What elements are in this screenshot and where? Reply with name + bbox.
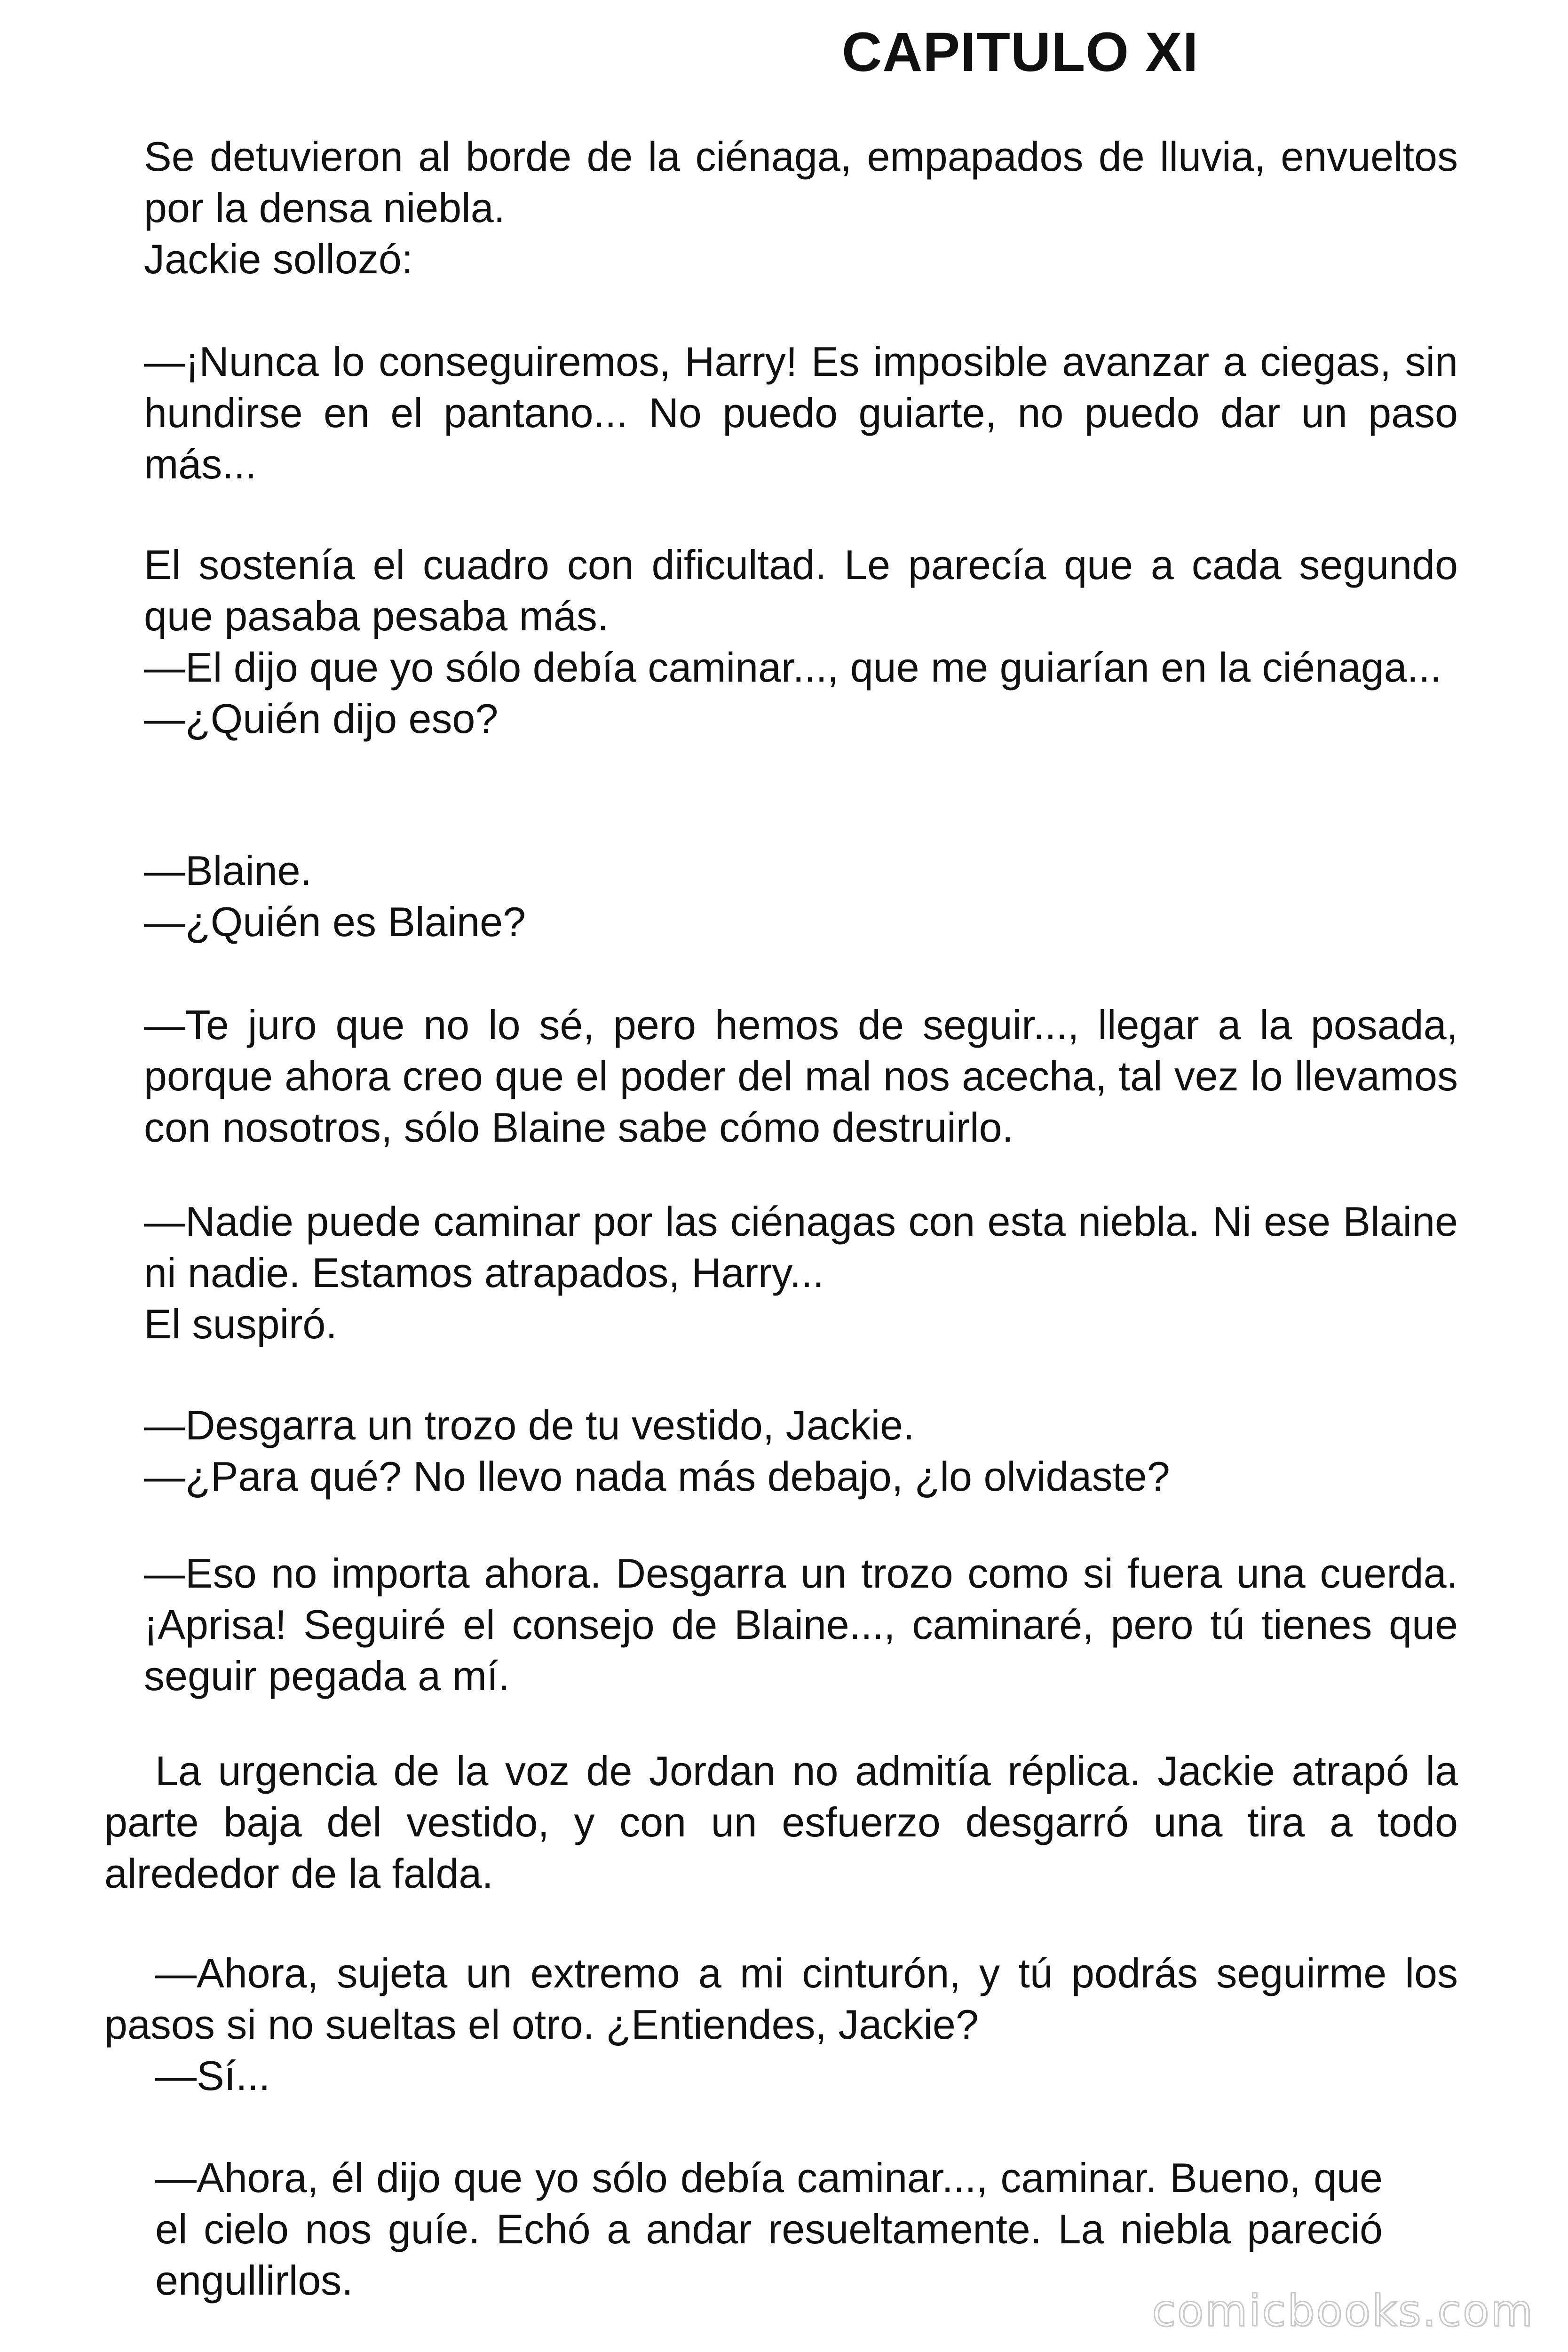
paragraph-block	[144, 131, 1458, 285]
paragraph-block	[144, 1196, 1458, 1350]
paragraph-block	[144, 1548, 1458, 1701]
watermark: comicbooks.com	[1152, 2286, 1534, 2336]
paragraph-block	[144, 999, 1458, 1153]
paragraph: —El dijo que yo sólo debía caminar..., que me guiarían en la ciénaga...	[144, 644, 1442, 691]
paragraph: —¿Para qué? No llevo nada más debajo, ¿lo olvidaste?	[144, 1453, 1170, 1500]
paragraph: —Eso no importa ahora. Desgarra un trozo como si fuera una cuerda. ¡Aprisa! Seguiré el consejo de Blaine..., caminaré, pero tú tienes que seguir pegada a mí.	[144, 1550, 1458, 1699]
paragraph-block	[144, 336, 1458, 490]
paragraph: —Nadie puede caminar por las ciénagas con esta niebla. Ni ese Blaine ni nadie. Estamos atrapados, Harry...	[144, 1198, 1458, 1296]
paragraph-block	[144, 1399, 1458, 1502]
paragraph: —Ahora, sujeta un extremo a mi cinturón, y tú podrás seguirme los pasos si no sueltas el otro. ¿Entiendes, Jackie?	[104, 1950, 1458, 2048]
paragraph: —¡Nunca lo conseguiremos, Harry! Es imposible avanzar a ciegas, sin hundirse en el pantano... No puedo guiarte, no puedo dar un paso más...	[144, 338, 1458, 487]
paragraph: El sostenía el cuadro con dificultad. Le parecía que a cada segundo que pasaba pesaba más.	[144, 541, 1458, 639]
paragraph-block	[144, 845, 1458, 947]
paragraph: —Te juro que no lo sé, pero hemos de seguir..., llegar a la posada, porque ahora creo que el poder del mal nos acecha, tal vez lo llevamos con nosotros, sólo Blaine sabe cómo destruirlo.	[144, 1001, 1458, 1151]
chapter-title: CAPITULO XI	[842, 21, 1199, 83]
paragraph: —Sí...	[155, 2052, 270, 2099]
paragraph: —Ahora, él dijo que yo sólo debía caminar..., caminar. Bueno, que el cielo nos guíe. Echó a andar resueltamente. La niebla pareció engullirlos.	[155, 2154, 1383, 2304]
paragraph: —¿Quién es Blaine?	[144, 898, 526, 945]
paragraph: —Desgarra un trozo de tu vestido, Jackie.	[144, 1402, 915, 1448]
paragraph-block	[144, 539, 1458, 744]
paragraph: La urgencia de la voz de Jordan no admitía réplica. Jackie atrapó la parte baja del vestido, y con un esfuerzo desgarró una tira a todo alrededor de la falda.	[104, 1748, 1458, 1897]
paragraph: Jackie sollozó:	[144, 236, 413, 282]
paragraph-block	[104, 1745, 1458, 1899]
paragraph: Se detuvieron al borde de la ciénaga, empapados de lluvia, envueltos por la densa niebla.	[144, 133, 1458, 231]
paragraph: El suspiró.	[144, 1301, 337, 1347]
paragraph-block	[155, 2152, 1383, 2306]
paragraph: —Blaine.	[144, 847, 312, 894]
paragraph: —¿Quién dijo eso?	[144, 695, 499, 742]
paragraph-block	[104, 1947, 1458, 2101]
